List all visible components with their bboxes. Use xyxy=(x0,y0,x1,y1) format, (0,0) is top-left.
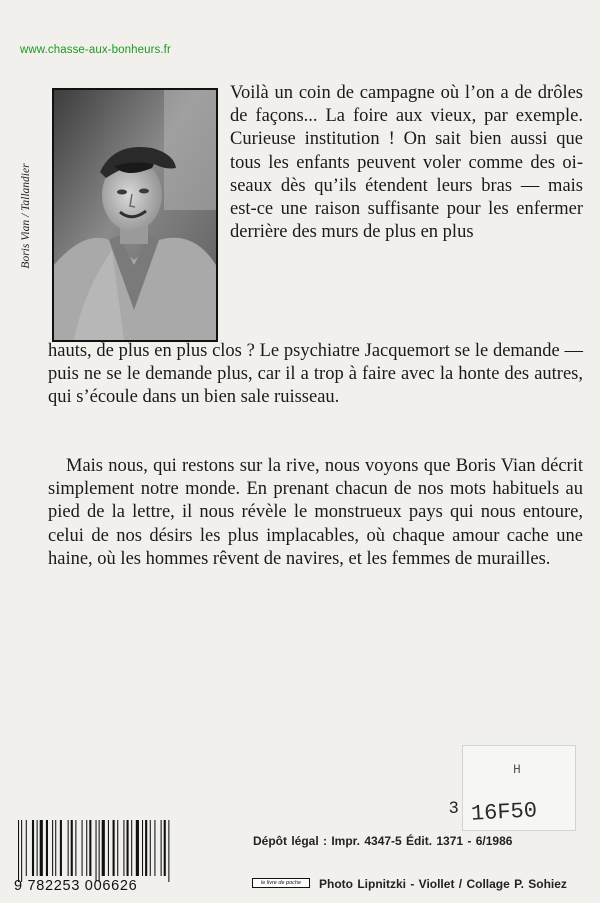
barcode-bar xyxy=(75,820,76,876)
barcode-bar xyxy=(161,820,162,876)
legal-deposit-line: Dépôt légal : Impr. 4347-5 Édit. 1371 - 6/1986 xyxy=(253,834,513,848)
barcode-bar xyxy=(164,820,166,876)
barcode-bar xyxy=(108,820,109,876)
barcode-bar xyxy=(136,820,139,876)
barcode-bar xyxy=(127,820,129,876)
barcode-bar xyxy=(71,820,73,876)
barcode-bar xyxy=(113,820,115,876)
barcode-bar xyxy=(142,820,143,876)
portrait-illustration xyxy=(54,90,216,340)
barcode-bar xyxy=(117,820,118,876)
barcode-bar xyxy=(26,820,27,876)
barcode-bar xyxy=(145,820,147,876)
barcode-bar xyxy=(21,820,22,882)
synopsis-paragraph-2: Mais nous, qui restons sur la rive, nous voyons que Boris Vian décrit simplement notre monde. En prenant chacun de nos mots habituels au pied de la lettre, il nous révèle le monstrueux pays qui nous entoure, celui de nos désirs les plus implacables, où chaque amour cache une haine, où les hommes rêvent de navires, et les femmes de murailles. xyxy=(48,456,583,569)
isbn-digits: 9 782253 006626 xyxy=(14,878,138,894)
author-portrait-block xyxy=(20,88,220,344)
barcode-bar xyxy=(82,820,83,876)
sticker-lot-code: H xyxy=(513,762,521,777)
site-watermark: www.chasse-aux-bonheurs.fr xyxy=(20,44,171,56)
barcode-bar xyxy=(40,820,43,876)
barcode-bar xyxy=(55,820,56,876)
photo-collage-credits: Photo Lipnitzki - Viollet / Collage P. Sohiez xyxy=(319,877,567,891)
barcode-bar xyxy=(18,820,19,882)
barcode-bar xyxy=(86,820,87,876)
isbn-barcode xyxy=(16,820,222,882)
barcode-bar xyxy=(52,820,53,876)
barcode-bar xyxy=(168,820,169,882)
photo-credit-vertical: Boris Vian / Tallandier xyxy=(20,163,32,269)
sticker-price: 16F50 xyxy=(470,798,538,827)
publisher-logo: le livre de poche xyxy=(252,878,310,888)
price-sticker xyxy=(462,745,576,831)
barcode-bar xyxy=(123,820,124,876)
barcode-bar xyxy=(102,820,105,876)
barcode-bar xyxy=(32,820,34,876)
stock-prefix: 3 xyxy=(449,798,459,817)
barcode-bar xyxy=(99,820,100,882)
synopsis-paragraph-1-bottom: hauts, de plus en plus clos ? Le psychiatre Jacquemort se le demande — puis ne se le demande plus, car il a trop à faire avec la honte des autres, qui s’écoule dans un bien sale ruisseau. xyxy=(48,341,583,408)
barcode-bar xyxy=(68,820,69,876)
synopsis-paragraph-1-top: Voilà un coin de campagne où l’on a de drôles de façons... La foire aux vieux, par exemple. Curieuse institution ! On sait bien aussi que tous les enfants peuvent voler comme des oiseaux dès qu’ils étendent leurs bras — mais est-ce une raison suffisante pour les enfermer derrière des murs de plus en plus xyxy=(230,83,583,243)
barcode-bar xyxy=(131,820,132,876)
barcode-bar xyxy=(96,820,97,882)
barcode-bar xyxy=(89,820,91,876)
barcode-bar xyxy=(154,820,155,876)
barcode-bar xyxy=(150,820,151,876)
barcode-bar xyxy=(60,820,62,876)
barcode-bar xyxy=(46,820,48,876)
barcode-bar xyxy=(37,820,38,876)
author-portrait-photo xyxy=(52,88,218,342)
